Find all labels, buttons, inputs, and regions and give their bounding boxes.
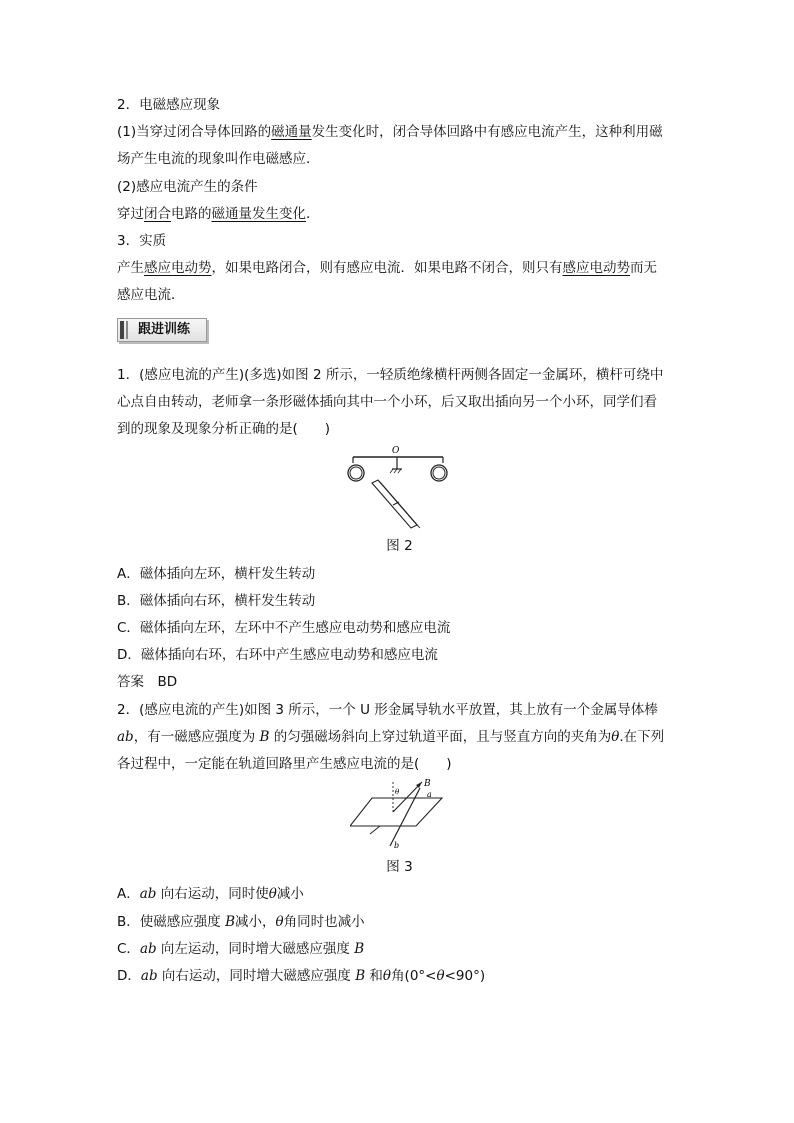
practice-section-tag	[117, 318, 207, 342]
bar-magnet-icon	[372, 480, 420, 528]
section-2-line-4: 穿过闭合电路的磁通量发生变化．	[117, 205, 320, 222]
q1-option-b: B．磁体插向右环，横杆发生转动	[117, 592, 316, 609]
section-3-line-1: 产生感应电动势，如果电路闭合，则有感应电流．如果电路不闭合，则只有感应电动势而无	[117, 260, 657, 277]
tag-label: 跟进训练	[138, 321, 191, 337]
document-page	[117, 92, 682, 990]
figure-3-a-label: a	[426, 790, 432, 800]
q2-option-a: A．ab 向右运动，同时使θ减小	[117, 886, 304, 903]
rail-plane-icon	[350, 798, 442, 826]
section-3-heading: 3．实质	[117, 233, 167, 250]
section-2-heading: 2．电磁感应现象	[117, 97, 221, 113]
q2-line-3: 各过程中，一定能在轨道回路里产生感应电流的是( )	[117, 756, 452, 773]
q1-option-c: C．磁体插向左环，左环中不产生感应电动势和感应电流	[117, 620, 451, 637]
q2-option-b: B．使磁感应强度 B减小，θ角同时也减小	[117, 913, 365, 930]
section-3-line-2: 感应电流．	[117, 287, 185, 304]
q2-option-c: C．ab 向左运动，同时增大磁感应强度 B	[117, 940, 365, 957]
figure-2-caption: 图 2	[386, 538, 413, 555]
figure-3	[117, 778, 682, 856]
figure-3-theta-label: θ	[394, 788, 399, 797]
q1-line-2: 心点自由转动，老师拿一条形磁体插向其中一个小环，后又取出插向另一个小环，同学们看	[117, 394, 657, 411]
q2-option-d: D．ab 向右运动，同时增大磁感应强度 B 和θ角(0°<θ<90°)	[117, 968, 486, 985]
figure-2-o-label: O	[391, 446, 399, 457]
q1-line-1: 1．(感应电流的产生)(多选)如图 2 所示，一轻质绝缘横杆两侧各固定一金属环，横杆可绕中	[117, 366, 664, 383]
q2-line-1: 2．(感应电流的产生)如图 3 所示，一个 U 形金属导轨水平放置，其上放有一个金属导体棒	[117, 701, 658, 718]
tag-bar-icon-2	[126, 321, 128, 339]
q2-line-2: ab，有一磁感应强度为 B 的匀强磁场斜向上穿过轨道平面，且与竖直方向的夹角为θ.在下列	[117, 728, 665, 745]
q1-option-a: A．磁体插向左环，横杆发生转动	[117, 565, 316, 582]
rod-ab-icon	[390, 788, 420, 846]
figure-3-caption: 图 3	[386, 859, 413, 876]
figure-2	[117, 443, 682, 535]
figure-2-diagram	[345, 443, 455, 535]
section-2-line-2: 场产生电流的现象叫作电磁感应．	[117, 151, 320, 168]
figure-3-diagram	[350, 778, 450, 856]
section-2-line-1: (1)当穿过闭合导体回路的磁通量发生变化时，闭合导体回路中有感应电流产生，这种利用磁	[117, 124, 663, 141]
figure-3-b-lower-label: b	[393, 841, 399, 851]
figure-3-b-label: B	[423, 779, 431, 790]
q1-answer: 答案 BD	[117, 674, 178, 691]
section-2-line-3: (2)感应电流产生的条件	[117, 178, 258, 195]
q1-line-3: 到的现象及现象分析正确的是( )	[117, 421, 331, 438]
tag-bar-icon	[120, 321, 124, 339]
q1-option-d: D．磁体插向右环，右环中产生感应电动势和感应电流	[117, 647, 438, 664]
